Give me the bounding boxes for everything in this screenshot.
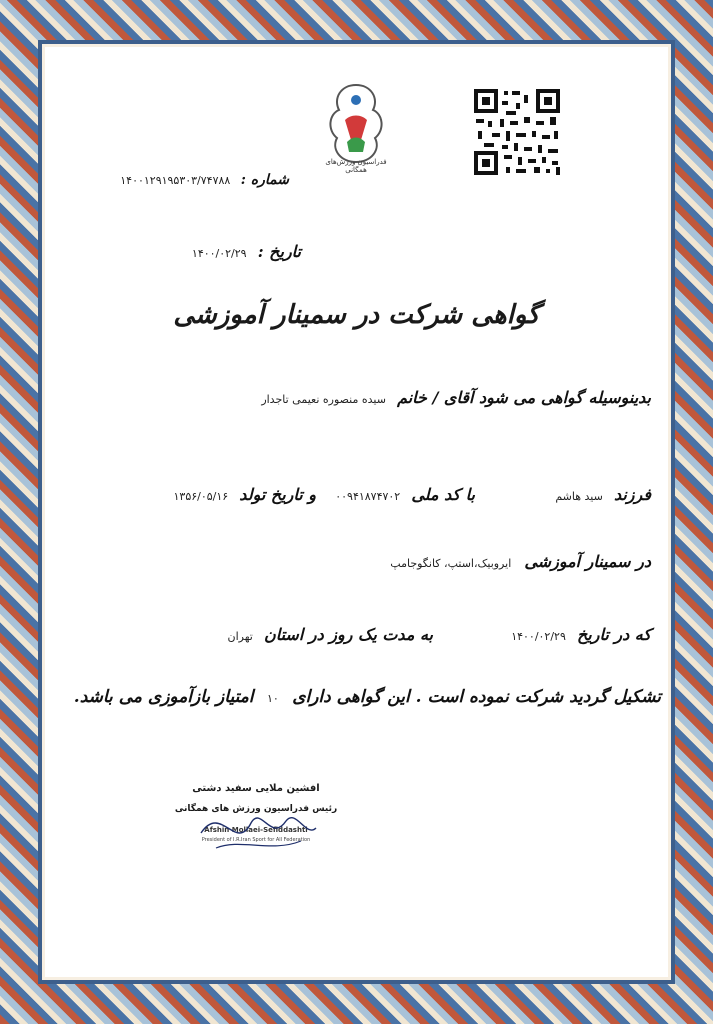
seminar-line xyxy=(390,552,651,571)
number-value: ۱۴۰۰۱۲۹۱۹۵۳۰۳/۷۴۷۸۸ xyxy=(120,174,231,187)
signer-role-en: President of I.R.Iran Sport for All Federation xyxy=(201,837,311,843)
signer-role: رئیس فدراسیون ورزش های همگانی xyxy=(174,804,338,814)
seminar-label: در سمینار آموزشی xyxy=(524,552,651,571)
national-code-label: با کد ملی xyxy=(411,485,475,504)
certificate-number xyxy=(120,172,289,188)
closing-line xyxy=(74,687,661,707)
child-of-label: فرزند xyxy=(613,485,651,504)
on-date: ۱۴۰۰/۰۲/۲۹ xyxy=(511,630,566,643)
province: تهران xyxy=(227,630,253,643)
seminar-name: ایروبیک،استپ، کانگوجامپ xyxy=(390,557,512,570)
closing-text-2: امتیاز بازآموزی می باشد. xyxy=(73,687,254,707)
points-value: ۱۰ xyxy=(266,692,279,705)
closing-text-1: تشکیل گردید شرکت نموده است . این گواهی دارای xyxy=(292,687,661,707)
logo-caption: فدراسیون ورزش‌های همگانی xyxy=(325,158,387,174)
certificate-title: گواهی شرکت در سمینار آموزشی xyxy=(173,300,540,330)
father-name: سید هاشم xyxy=(555,490,603,503)
date-value: ۱۴۰۰/۰۲/۲۹ xyxy=(191,247,247,260)
certify-text: بدینوسیله گواهی می شود آقای / خانم xyxy=(397,388,651,407)
number-label: شماره : xyxy=(240,172,289,188)
birth-date: ۱۳۵۶/۰۵/۱۶ xyxy=(173,490,229,503)
signature-scribble-icon xyxy=(191,793,321,863)
birth-date-label: و تاریخ تولد xyxy=(239,485,316,504)
qr-code-icon xyxy=(472,87,562,177)
duration-label: به مدت یک روز در استان xyxy=(263,625,433,644)
signer-name-en: Afshin Mollaei-Sefiddashti xyxy=(204,826,308,834)
on-date-label: که در تاریخ xyxy=(576,625,651,644)
signer-name: افشین ملایی سفید دشتی xyxy=(192,783,320,794)
national-code: ۰۰۹۴۱۸۷۴۷۰۲ xyxy=(335,490,401,503)
certify-line xyxy=(261,388,651,407)
certificate-content xyxy=(52,55,661,971)
signature-block xyxy=(171,783,341,843)
date-label: تاریخ : xyxy=(257,242,301,261)
certificate-date xyxy=(192,242,301,261)
person-name: سیده منصوره نعیمی تاجدار xyxy=(261,393,386,406)
